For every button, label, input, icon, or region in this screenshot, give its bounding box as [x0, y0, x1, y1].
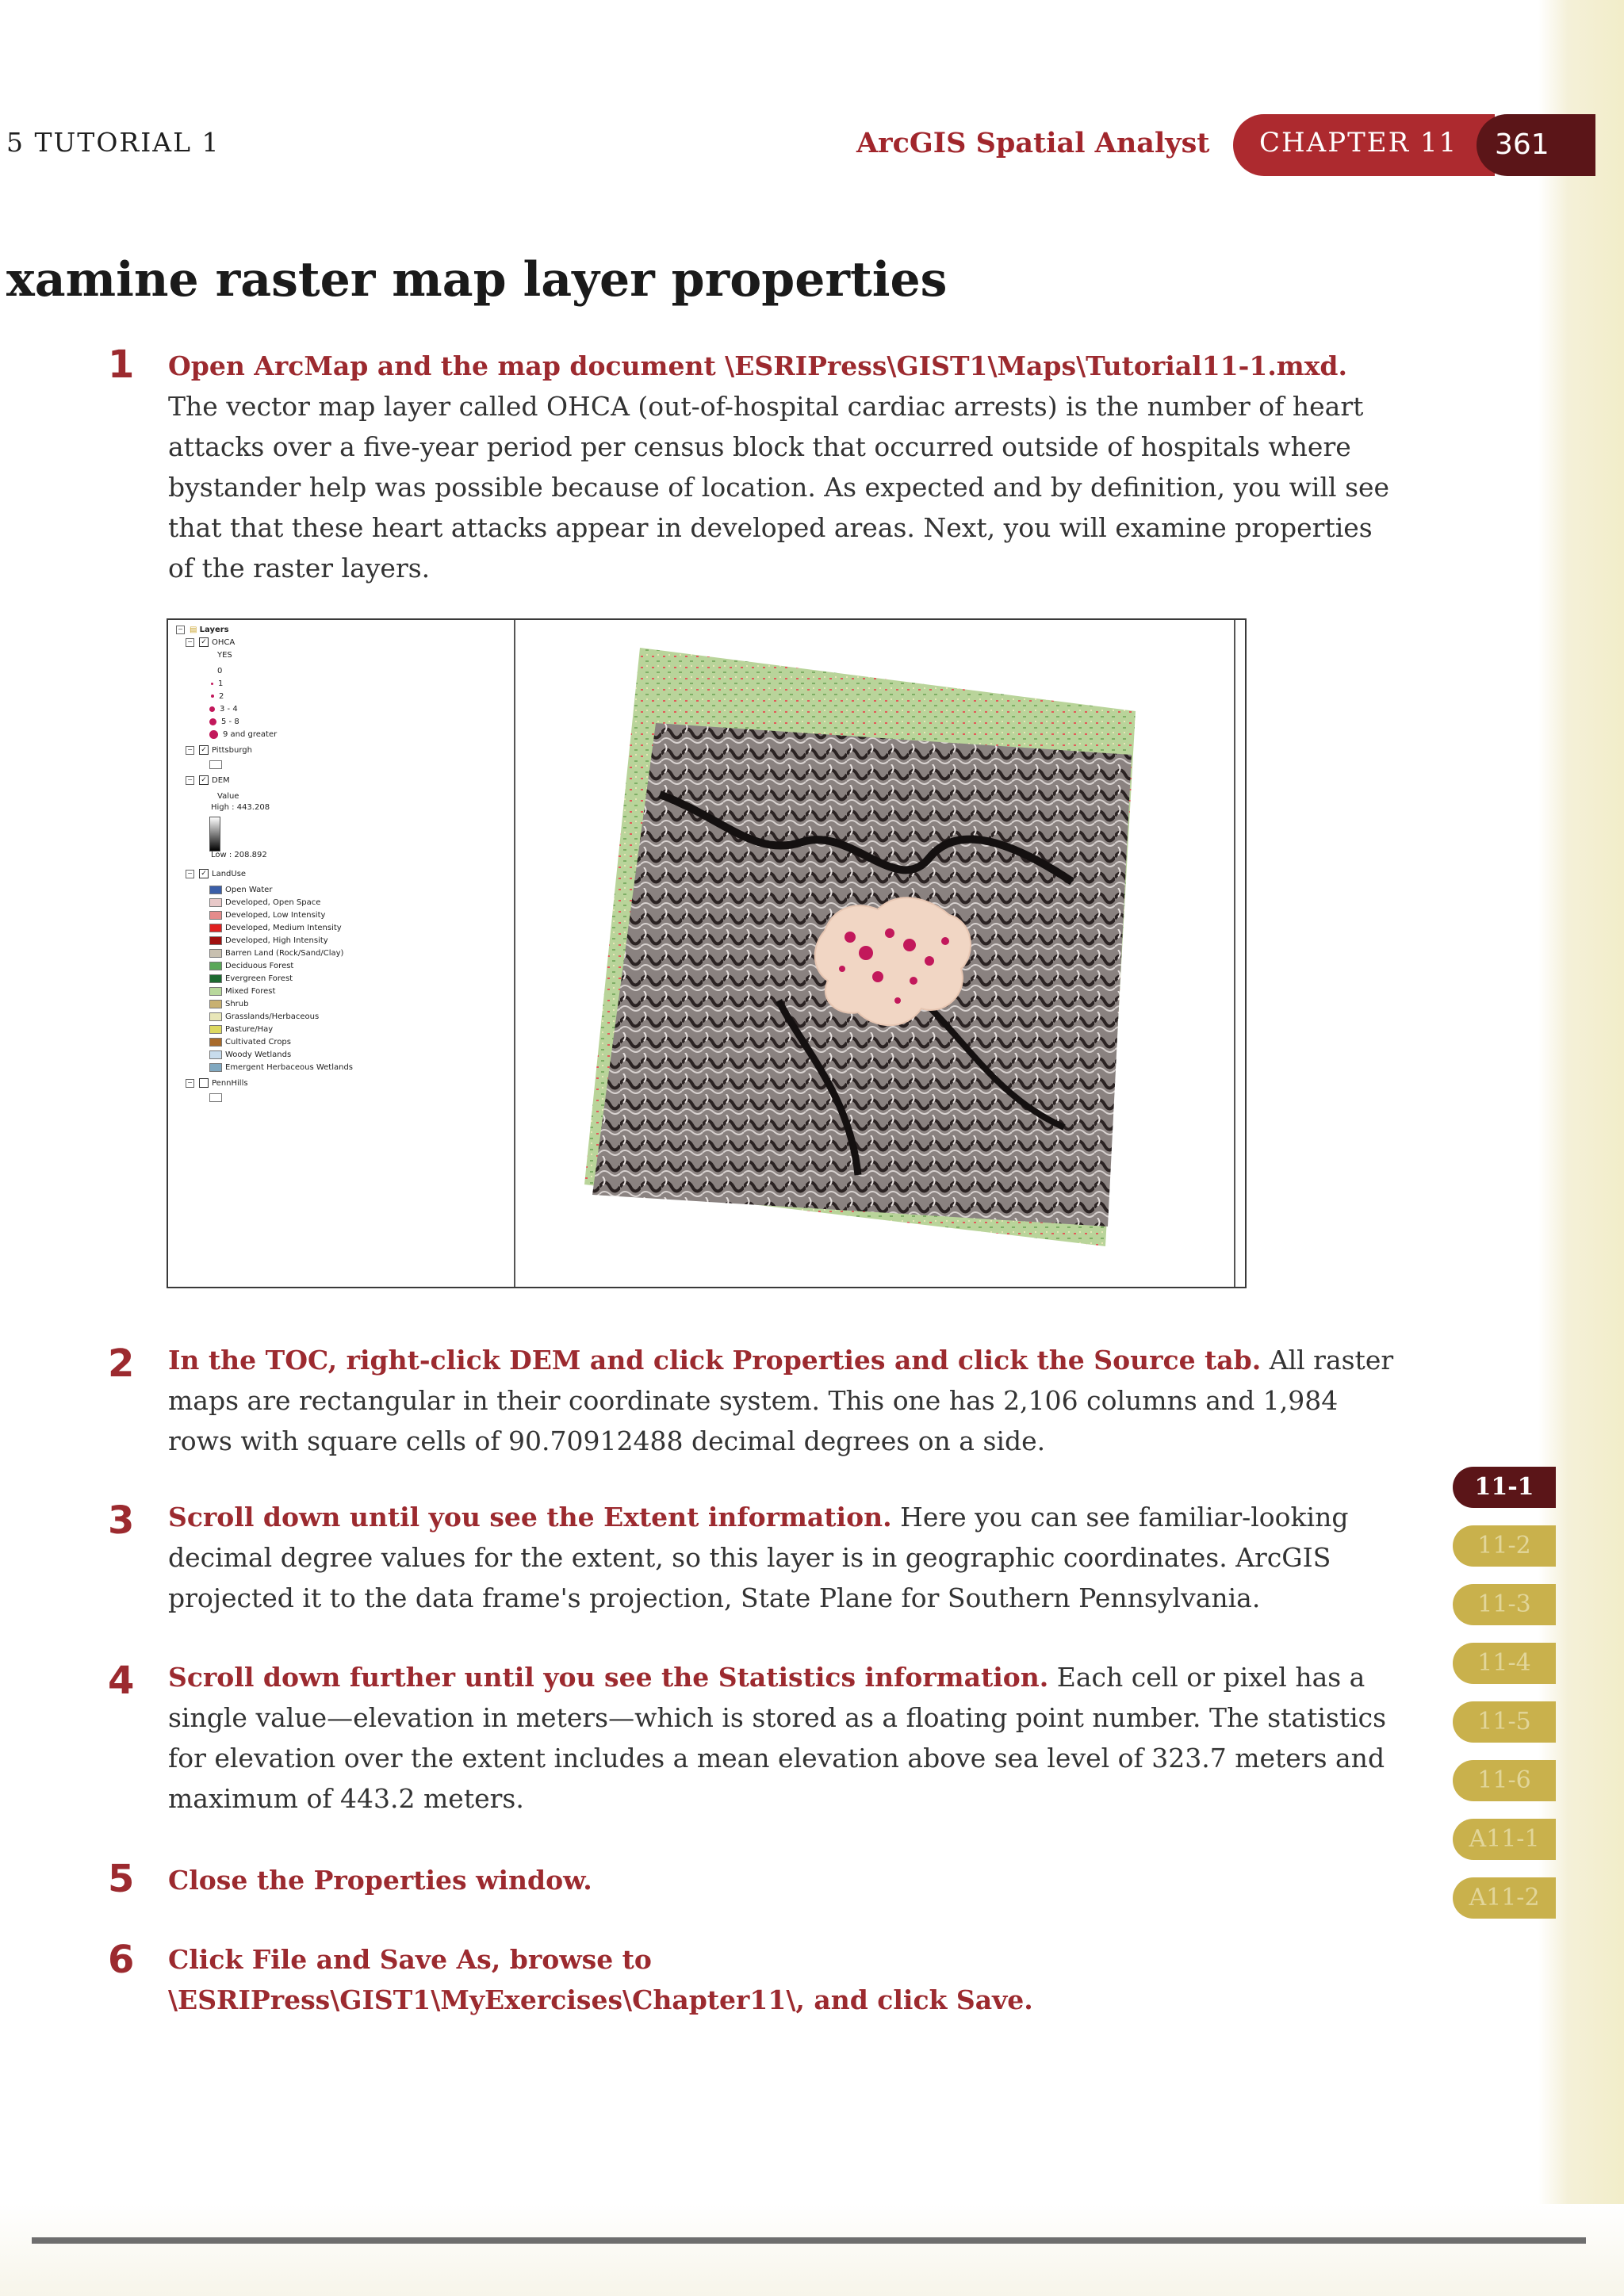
toc-pittsburgh-label: Pittsburgh — [212, 746, 252, 755]
landuse-legend-label: Deciduous Forest — [225, 962, 294, 970]
running-header-left: 5 TUTORIAL 1 — [6, 127, 220, 158]
toc-ohca-class-row — [209, 704, 238, 715]
step-5-text — [168, 1860, 1405, 1900]
ohca-point — [910, 977, 917, 985]
page-bottom-shadow — [0, 2204, 1624, 2296]
landuse-swatch-icon — [209, 886, 222, 894]
landuse-legend-item — [209, 986, 275, 997]
ohca-point — [894, 997, 901, 1004]
step-number: 2 — [108, 1341, 135, 1386]
point-symbol-icon — [211, 683, 213, 685]
toc-pittsburgh-row — [186, 745, 252, 756]
collapse-icon: − — [186, 746, 194, 755]
step-1-lead: Open ArcMap and the map document \ESRIPress\GIST1\Maps\Tutorial11-1.mxd. — [168, 350, 1347, 381]
ohca-point — [903, 939, 916, 951]
toc-symbol-row — [209, 760, 225, 771]
section-tab-11-1[interactable]: 11-1 — [1453, 1467, 1556, 1508]
collapse-icon: − — [186, 776, 194, 785]
landuse-legend-label: Woody Wetlands — [225, 1050, 292, 1059]
toc-ohca-row — [186, 637, 235, 649]
toc-dem-value-label: Value — [217, 792, 239, 801]
step-2-lead: In the TOC, right-click DEM and click Properties and click the Source tab. — [168, 1345, 1262, 1376]
bottom-rule — [32, 2237, 1586, 2244]
polygon-symbol-icon — [209, 1093, 222, 1102]
map-view[interactable] — [517, 620, 1232, 1287]
step-2-body: All raster maps are rectangular in their coordinate system. This one has 2,106 columns and 1,984 rows with square cells of 90.70912488 decimal degrees on a side. — [168, 1345, 1394, 1456]
step-number: 5 — [108, 1857, 135, 1901]
toc-dem-high: High : 443.208 — [211, 803, 270, 812]
toc-ohca-class: 5 - 8 — [221, 718, 239, 726]
landuse-legend-item — [209, 1062, 353, 1073]
toc-ohca-class-row — [213, 666, 222, 677]
collapse-icon: − — [186, 870, 194, 878]
step-1-body: The vector map layer called OHCA (out-of-hospital cardiac arrests) is the number of heart attacks over a five-year period per census block that occurred outside of hospitals where bystander help was possible because of location. As expected and by definition, you will see that that these heart attacks appear in developed areas. Next, you will examine properties of the raster layers. — [168, 391, 1390, 584]
landuse-legend-item — [209, 885, 272, 896]
landuse-swatch-icon — [209, 924, 222, 932]
landuse-legend-item — [209, 961, 293, 972]
layers-icon: ▤ — [190, 626, 197, 634]
step-4-text — [168, 1657, 1405, 1819]
step-number: 6 — [108, 1938, 135, 1982]
landuse-legend-label: Developed, Low Intensity — [225, 911, 326, 920]
ohca-point — [925, 956, 934, 966]
chapter-label: CHAPTER 11 — [1259, 127, 1458, 159]
collapse-icon: − — [176, 626, 185, 634]
step-number: 3 — [108, 1498, 135, 1543]
ohca-point — [885, 928, 894, 938]
landuse-swatch-icon — [209, 911, 222, 920]
running-header-section: ArcGIS Spatial Analyst — [856, 127, 1210, 159]
landuse-legend-label: Developed, Medium Intensity — [225, 924, 342, 932]
toc-pennhills-label: PennHills — [212, 1079, 248, 1088]
window-frame-edge — [1234, 620, 1235, 1287]
checkbox-icon: ✓ — [199, 637, 209, 647]
step-4-lead: Scroll down further until you see the Statistics information. — [168, 1662, 1049, 1693]
point-symbol-icon — [209, 730, 218, 739]
checkbox-icon: ✓ — [199, 869, 209, 878]
toc-layers-title: Layers — [199, 626, 229, 634]
ohca-point — [845, 932, 856, 943]
landuse-swatch-icon — [209, 898, 222, 907]
step-3-body: Here you can see familiar-looking decimal degree values for the extent, so this layer is in geographic coordinates. ArcGIS projected it to the data frame's projection, State Plane for Southern Pennsylvania. — [168, 1502, 1349, 1613]
ohca-point — [859, 946, 873, 960]
landuse-legend-item — [209, 936, 328, 947]
point-symbol-icon — [209, 718, 216, 725]
toc-landuse-label: LandUse — [212, 870, 247, 878]
landuse-legend-item — [209, 910, 325, 921]
elevation-ramp-icon — [209, 817, 220, 851]
landuse-legend-label: Developed, Open Space — [225, 898, 321, 907]
map-canvas — [517, 620, 1232, 1287]
landuse-swatch-icon — [209, 1038, 222, 1047]
landuse-swatch-icon — [209, 974, 222, 983]
section-tab-11-3[interactable]: 11-3 — [1453, 1584, 1556, 1625]
section-tab-11-4[interactable]: 11-4 — [1453, 1643, 1556, 1684]
landuse-swatch-icon — [209, 1000, 222, 1008]
landuse-swatch-icon — [209, 949, 222, 958]
landuse-legend-label: Barren Land (Rock/Sand/Clay) — [225, 949, 344, 958]
landuse-legend-label: Evergreen Forest — [225, 974, 293, 983]
step-6-lead: Click File and Save As, browse to \ESRIPress\GIST1\MyExercises\Chapter11\, and click Save. — [168, 1944, 1033, 2015]
toc-ohca-class: 9 and greater — [223, 730, 278, 739]
toc-dem-row — [186, 775, 230, 786]
landuse-legend-label: Pasture/Hay — [225, 1025, 274, 1034]
landuse-swatch-icon — [209, 987, 222, 996]
step-number: 1 — [108, 342, 135, 387]
landuse-legend-item — [209, 897, 320, 909]
toc-ohca-class-row — [209, 717, 239, 728]
section-tab-11-5[interactable]: 11-5 — [1453, 1701, 1556, 1743]
landuse-legend-item — [209, 1037, 291, 1048]
arcmap-screenshot — [167, 618, 1247, 1288]
point-symbol-icon — [209, 706, 215, 712]
toc-ohca-class: 3 - 4 — [220, 705, 238, 714]
checkbox-icon — [199, 1078, 209, 1088]
landuse-swatch-icon — [209, 962, 222, 970]
toc-ohca-class: YES — [217, 651, 232, 660]
landuse-legend-label: Open Water — [225, 886, 273, 894]
landuse-legend-item — [209, 1024, 273, 1035]
section-tab-a11-2[interactable]: A11-2 — [1453, 1877, 1556, 1919]
section-tab-11-6[interactable]: 11-6 — [1453, 1760, 1556, 1801]
toc-ohca-class: 0 — [217, 667, 223, 675]
toc-ohca-class: 2 — [219, 692, 224, 701]
landuse-legend-item — [209, 999, 248, 1010]
landuse-legend-label: Cultivated Crops — [225, 1038, 291, 1047]
ohca-point — [839, 966, 845, 972]
landuse-legend-label: Grasslands/Herbaceous — [225, 1012, 320, 1021]
page-number: 361 — [1495, 128, 1549, 161]
toc-ohca-class: 1 — [218, 679, 224, 688]
landuse-legend-label: Shrub — [225, 1000, 249, 1008]
step-2-text — [168, 1340, 1405, 1461]
landuse-swatch-icon — [209, 936, 222, 945]
page-title: xamine raster map layer properties — [6, 252, 948, 308]
section-tab-a11-1[interactable]: A11-1 — [1453, 1819, 1556, 1860]
toc-layers-row — [176, 625, 229, 636]
toc-ohca-class-row — [211, 691, 224, 702]
step-4-body: Each cell or pixel has a single value—elevation in meters—which is stored as a floating point number. The statistics for elevation over the extent includes a mean elevation above sea level of 323.7 meters and maximum of 443.2 meters. — [168, 1662, 1387, 1814]
step-1-text — [168, 346, 1405, 588]
step-3-text — [168, 1497, 1405, 1618]
step-6-text — [168, 1939, 1278, 2020]
page-edge-shadow — [1538, 0, 1624, 2296]
landuse-swatch-icon — [209, 1012, 222, 1021]
landuse-legend-item — [209, 974, 293, 985]
toc-landuse-row — [186, 869, 246, 880]
ohca-point — [872, 971, 883, 982]
toc-dem-label: DEM — [212, 776, 230, 785]
collapse-icon: − — [186, 638, 194, 647]
toc-ohca-label: OHCA — [212, 638, 236, 647]
ohca-point — [941, 937, 949, 945]
step-3-lead: Scroll down until you see the Extent information. — [168, 1502, 892, 1533]
section-tab-11-2[interactable]: 11-2 — [1453, 1525, 1556, 1567]
toc-ohca-class-row — [211, 679, 223, 690]
landuse-legend-label: Developed, High Intensity — [225, 936, 328, 945]
step-number: 4 — [108, 1659, 135, 1703]
collapse-icon: − — [186, 1079, 194, 1088]
checkbox-icon: ✓ — [199, 745, 209, 755]
landuse-swatch-icon — [209, 1063, 222, 1072]
point-symbol-icon — [211, 695, 214, 698]
landuse-legend-item — [209, 1012, 319, 1023]
landuse-swatch-icon — [209, 1025, 222, 1034]
landuse-legend-item — [209, 923, 342, 934]
step-5-lead: Close the Properties window. — [168, 1865, 592, 1896]
toc-dem-low: Low : 208.892 — [211, 851, 267, 859]
checkbox-icon: ✓ — [199, 775, 209, 785]
toc-ohca-class-row — [209, 729, 277, 740]
landuse-legend-label: Emergent Herbaceous Wetlands — [225, 1063, 354, 1072]
table-of-contents — [168, 620, 515, 1287]
landuse-swatch-icon — [209, 1050, 222, 1059]
landuse-legend-item — [209, 948, 343, 959]
toc-symbol-row — [209, 1093, 225, 1104]
polygon-symbol-icon — [209, 760, 222, 769]
landuse-legend-item — [209, 1050, 291, 1061]
landuse-legend-label: Mixed Forest — [225, 987, 276, 996]
toc-pennhills-row — [186, 1078, 248, 1089]
pittsburgh-boundary — [815, 897, 971, 1025]
